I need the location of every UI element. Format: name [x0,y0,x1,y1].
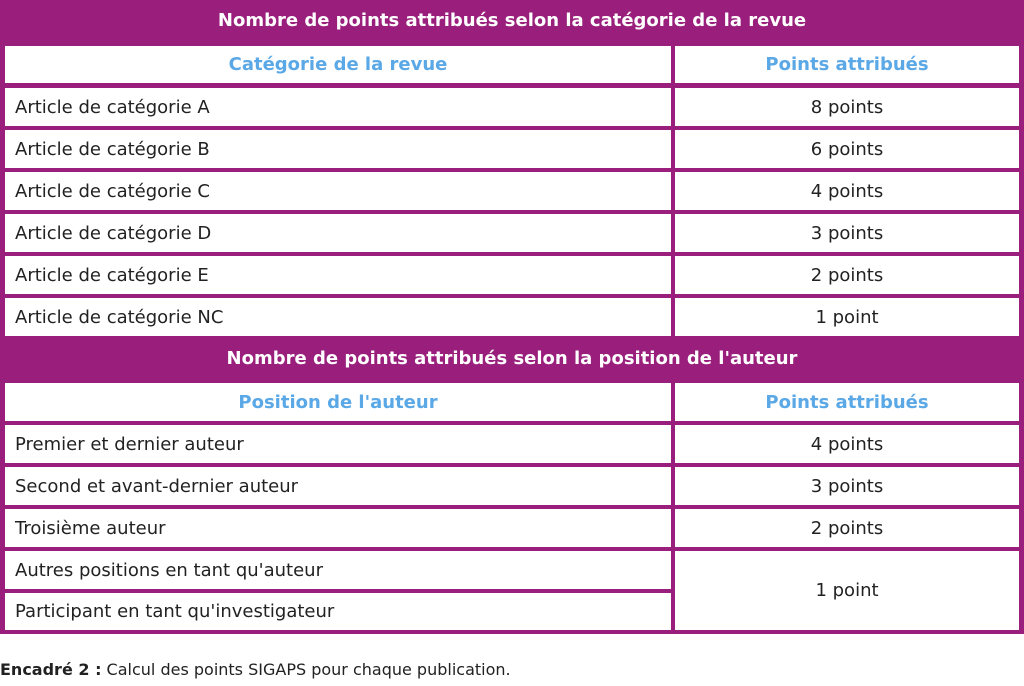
table2-row-label: Troisième auteur [5,509,671,547]
table1-header-points: Points attribués [675,46,1019,83]
table2-row-points: 3 points [675,467,1019,505]
table1-row-points: 1 point [675,298,1019,336]
table2-row-label: Second et avant-dernier auteur [5,467,671,505]
table2-row-points: 2 points [675,509,1019,547]
table2-title: Nombre de points attribués selon la position de l'auteur [226,348,798,369]
table2-row-label: Autres positions en tant qu'auteur [5,551,671,589]
table1-row-label: Article de catégorie B [5,130,671,168]
table1-row-points: 4 points [675,172,1019,210]
table1-title: Nombre de points attribués selon la catégorie de la revue [217,10,807,31]
caption-text: Calcul des points SIGAPS pour chaque publication. [101,660,511,679]
table1-row-label: Article de catégorie D [5,214,671,252]
table1-row-label: Article de catégorie NC [5,298,671,336]
table1-row-points: 8 points [675,88,1019,126]
caption-label: Encadré 2 : [0,660,102,679]
table1-header-category: Catégorie de la revue [5,46,671,83]
table1-row-points: 3 points [675,214,1019,252]
table1-row-points: 2 points [675,256,1019,294]
table2-header-position: Position de l'auteur [5,383,671,421]
table1-row-label: Article de catégorie C [5,172,671,210]
table1-row-label: Article de catégorie A [5,88,671,126]
figure-caption [0,660,511,679]
table2-header-points: Points attribués [675,383,1019,421]
table2-row-label: Participant en tant qu'investigateur [5,593,671,630]
table1-row-label: Article de catégorie E [5,256,671,294]
table2-row-label: Premier et dernier auteur [5,425,671,463]
table2-row-points: 4 points [675,425,1019,463]
table1-row-points: 6 points [675,130,1019,168]
table2-merged-points: 1 point [675,551,1019,630]
